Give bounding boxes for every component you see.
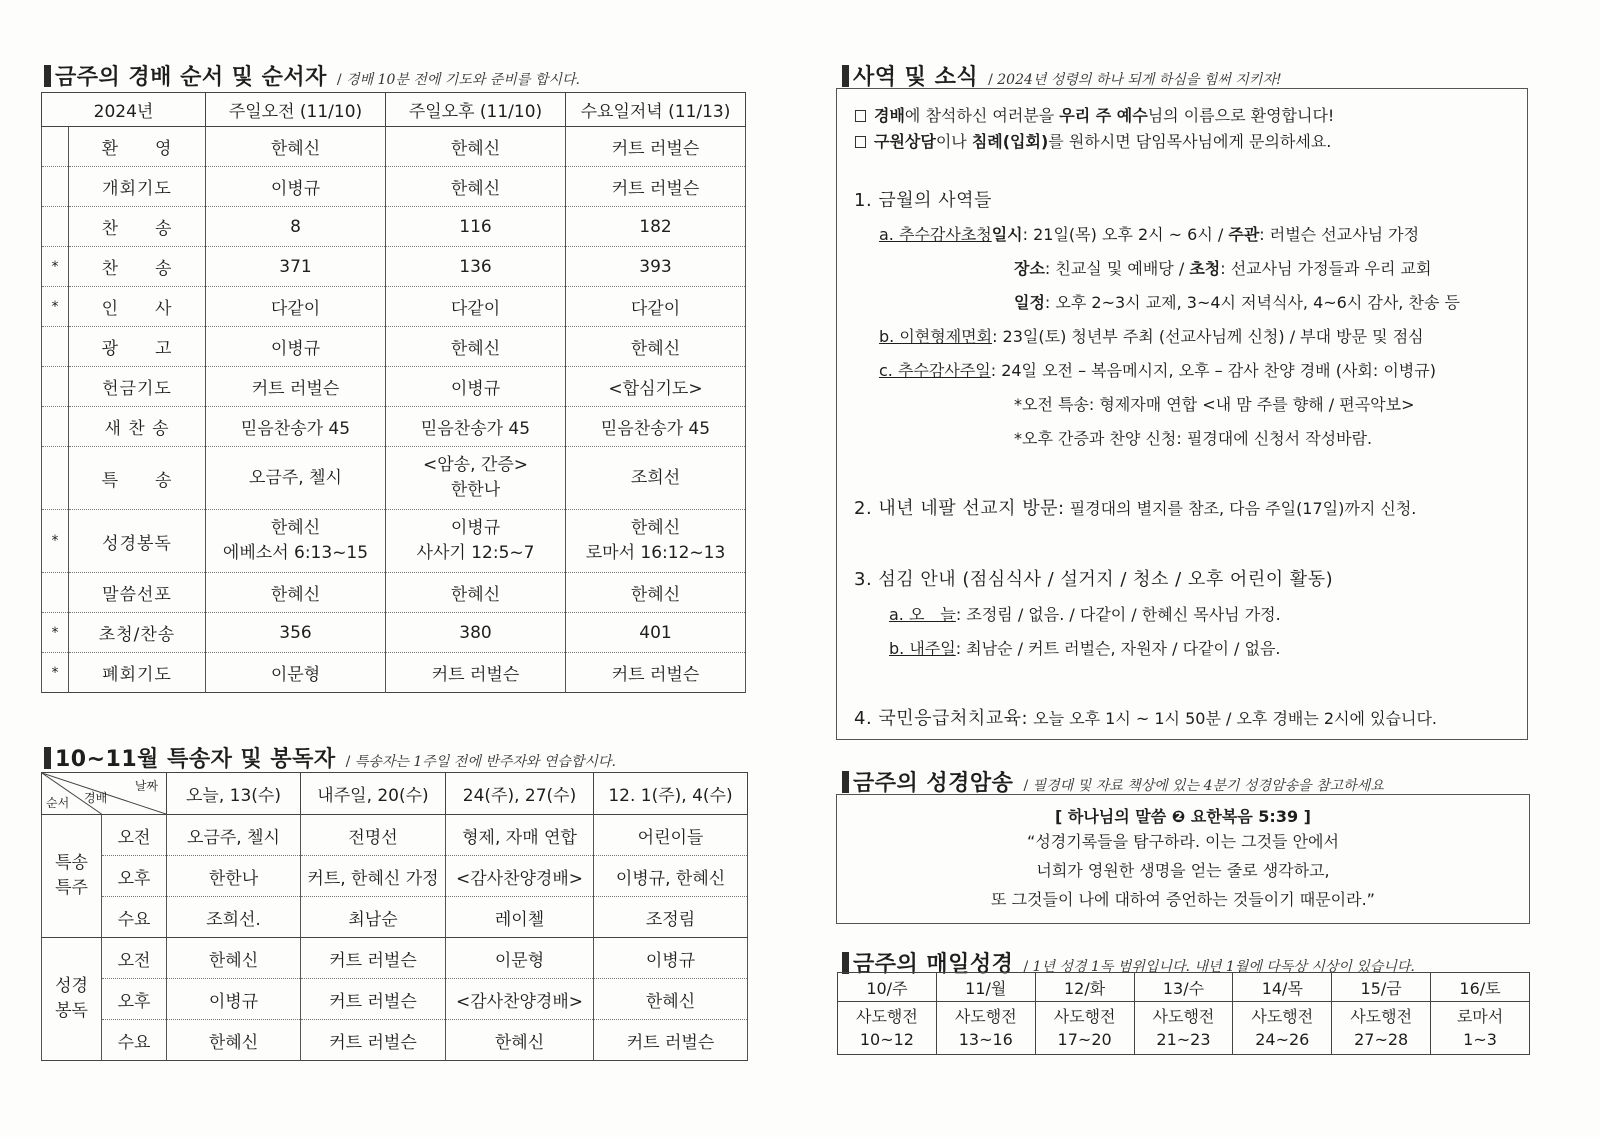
order-cell: 393	[566, 247, 746, 287]
table-header-row	[42, 773, 748, 815]
news-subtitle: / 2024년 성령의 하나 되게 하심을 힘써 지키자!	[988, 69, 1282, 89]
item1-a-line-2: 장소: 친교실 및 예배당 / 초청: 선교사님 가정들과 우리 교회	[1014, 259, 1432, 278]
order-cell: 커트 러벌슨	[566, 653, 746, 693]
order-cell: 401	[566, 613, 746, 653]
title-bar-icon	[44, 747, 51, 769]
memory-section-title	[842, 766, 1384, 797]
day-header: 16/토	[1431, 973, 1530, 1002]
stand-mark: *	[42, 613, 69, 653]
order-cell: 182	[566, 207, 746, 247]
table-row	[42, 127, 746, 167]
header-year: 2024년	[42, 93, 206, 127]
verse-line-1: “성경기록들을 탐구하라. 이는 그것들 안에서	[1027, 832, 1339, 851]
order-cell: 이병규	[206, 167, 386, 207]
table-row	[42, 938, 748, 979]
order-cell: 이병규 사사기 12:5~7	[386, 510, 566, 573]
reading-cell: 사도행전 17~20	[1035, 1002, 1134, 1055]
assignee-cell: 전명선	[301, 815, 446, 856]
order-cell: 136	[386, 247, 566, 287]
verse-line-2: 너희가 영원한 생명을 얻는 줄로 생각하고,	[1036, 861, 1330, 880]
special-song-table	[41, 772, 748, 1061]
order-item-label: 새 찬 송	[69, 407, 206, 447]
table-row	[42, 327, 746, 367]
order-cell: 한혜신 에베소서 6:13~15	[206, 510, 386, 573]
corner-worship-label: 경배	[84, 791, 108, 805]
table-row	[42, 573, 746, 613]
order-cell: 한혜신	[386, 573, 566, 613]
item3-heading: 3. 섬김 안내 (점심식사 / 설거지 / 청소 / 오후 어린이 활동)	[854, 569, 1334, 590]
item3-b-line: b. 내주일: 최남순 / 커트 러벌슨, 자원자 / 다같이 / 없음.	[889, 639, 1281, 658]
order-cell: 이문형	[206, 653, 386, 693]
service-time: 오후	[102, 979, 167, 1020]
order-cell: 380	[386, 613, 566, 653]
title-bar-icon	[842, 771, 849, 793]
order-cell: 371	[206, 247, 386, 287]
table-row	[42, 447, 746, 510]
assignee-cell: 이병규	[167, 979, 301, 1020]
order-cell: 커트 러벌슨	[386, 653, 566, 693]
table-row	[42, 510, 746, 573]
assignee-cell: 한혜신	[167, 1020, 301, 1061]
table-row	[42, 247, 746, 287]
news-box	[836, 88, 1528, 740]
item1-c-note-1: *오전 특송: 형제자매 연합 <내 맘 주를 향해 / 편곡악보>	[1014, 395, 1415, 414]
order-cell: 커트 러벌슨	[206, 367, 386, 407]
table-row	[42, 653, 746, 693]
stand-mark	[42, 327, 69, 367]
table-header-row	[42, 93, 746, 127]
assignee-cell: 커트, 한혜신 가정	[301, 856, 446, 897]
item1-a-line-3: 일정: 오후 2~3시 교제, 3~4시 저녁식사, 4~6시 감사, 찬송 등	[1014, 293, 1460, 312]
item1-heading: 1. 금월의 사역들	[854, 190, 992, 211]
assignee-cell: 한혜신	[446, 1020, 594, 1061]
day-header: 11/월	[936, 973, 1035, 1002]
order-item-label: 개회기도	[69, 167, 206, 207]
order-cell: 한혜신	[566, 327, 746, 367]
order-cell: 한혜신	[206, 573, 386, 613]
service-time: 수요	[102, 897, 167, 938]
day-header: 10/주	[838, 973, 937, 1002]
reading-cell: 사도행전 13~16	[936, 1002, 1035, 1055]
table-row	[42, 613, 746, 653]
order-cell: 오금주, 첼시	[206, 447, 386, 510]
order-cell: 이병규	[206, 327, 386, 367]
order-cell: 믿음찬송가 45	[566, 407, 746, 447]
order-item-label: 찬 송	[69, 247, 206, 287]
order-title: 금주의 경배 순서 및 순서자	[55, 65, 327, 90]
order-cell: 커트 러벌슨	[566, 127, 746, 167]
order-item-label: 헌금기도	[69, 367, 206, 407]
table-row	[42, 367, 746, 407]
stand-mark: *	[42, 247, 69, 287]
assignee-cell: 커트 러벌슨	[301, 1020, 446, 1061]
order-cell: <합심기도>	[566, 367, 746, 407]
reading-cell: 사도행전 27~28	[1332, 1002, 1431, 1055]
order-cell: 한혜신	[566, 573, 746, 613]
verse-reference: [ 하나님의 말씀 ❷ 요한복음 5:39 ]	[1055, 807, 1311, 826]
group-name: 특송 특주	[42, 815, 102, 938]
special-section-title	[44, 742, 616, 773]
welcome-line-1: 경배에 참석하신 여러분을 우리 주 예수님의 이름으로 환영합니다!	[855, 103, 1334, 126]
assignee-cell: 레이첼	[446, 897, 594, 938]
title-bar-icon	[842, 65, 849, 87]
stand-mark	[42, 127, 69, 167]
order-cell: 356	[206, 613, 386, 653]
table-row	[42, 856, 748, 897]
reading-cell: 사도행전 10~12	[838, 1002, 937, 1055]
stand-mark: *	[42, 510, 69, 573]
assignee-cell: 어린이들	[594, 815, 748, 856]
table-row	[42, 207, 746, 247]
item4-line: 4. 국민응급처치교육: 오늘 오후 1시 ~ 1시 50분 / 오후 경배는 2시에 있습니다.	[854, 708, 1438, 729]
table-row	[42, 1020, 748, 1061]
item1-c-note-2: *오후 간증과 찬양 신청: 필경대에 신청서 작성바람.	[1014, 429, 1373, 448]
table-row	[42, 407, 746, 447]
stand-mark	[42, 573, 69, 613]
order-item-label: 말씀선포	[69, 573, 206, 613]
item1-b-line: b. 이현형제면회: 23일(토) 청년부 주최 (선교사님께 신청) / 부대 방문 및 점심	[879, 327, 1424, 346]
order-cell: 믿음찬송가 45	[206, 407, 386, 447]
order-cell: 다같이	[566, 287, 746, 327]
daily-bible-table	[837, 972, 1530, 1055]
day-header: 15/금	[1332, 973, 1431, 1002]
assignee-cell: 조정림	[594, 897, 748, 938]
order-cell: 믿음찬송가 45	[386, 407, 566, 447]
stand-mark	[42, 447, 69, 510]
order-item-label: 폐회기도	[69, 653, 206, 693]
order-cell: 한혜신	[386, 167, 566, 207]
reading-cell: 사도행전 24~26	[1233, 1002, 1332, 1055]
assignee-cell: 형제, 자매 연합	[446, 815, 594, 856]
item1-c-line: c. 추수감사주일: 24일 오전 – 복음메시지, 오후 – 감사 찬양 경배 (사회: 이병규)	[879, 361, 1436, 380]
order-cell: 8	[206, 207, 386, 247]
assignee-cell: 이문형	[446, 938, 594, 979]
order-item-label: 특 송	[69, 447, 206, 510]
assignee-cell: 커트 러벌슨	[594, 1020, 748, 1061]
order-cell: 한혜신	[386, 127, 566, 167]
order-item-label: 인 사	[69, 287, 206, 327]
header-week-2: 내주일, 20(수)	[301, 773, 446, 815]
welcome-line-2: 구원상담이나 침례(입회)를 원하시면 담임목사님에게 문의하세요.	[855, 129, 1331, 152]
assignee-cell: 한혜신	[167, 938, 301, 979]
assignee-cell: <감사찬양경배>	[446, 979, 594, 1020]
table-row	[838, 1002, 1530, 1055]
stand-mark	[42, 207, 69, 247]
stand-mark	[42, 407, 69, 447]
order-cell: 이병규	[386, 367, 566, 407]
memory-title: 금주의 성경암송	[853, 771, 1014, 796]
order-cell: 커트 러벌슨	[566, 167, 746, 207]
diagonal-corner-cell	[42, 773, 167, 815]
memory-subtitle: / 필경대 및 자료 책상에 있는 4분기 성경암송을 참고하세요	[1023, 775, 1383, 795]
table-row	[42, 167, 746, 207]
order-cell: 한혜신	[386, 327, 566, 367]
order-subtitle: / 경배 10분 전에 기도와 준비를 합시다.	[337, 69, 580, 89]
assignee-cell: 오금주, 첼시	[167, 815, 301, 856]
reading-cell: 로마서 1~3	[1431, 1002, 1530, 1055]
order-item-label: 환 영	[69, 127, 206, 167]
order-item-label: 성경봉독	[69, 510, 206, 573]
day-header: 13/수	[1134, 973, 1233, 1002]
assignee-cell: 한한나	[167, 856, 301, 897]
title-bar-icon	[842, 952, 849, 974]
assignee-cell: 이병규	[594, 938, 748, 979]
table-row	[42, 815, 748, 856]
service-time: 수요	[102, 1020, 167, 1061]
item1-a-line-1: a. 추수감사초청일시: 21일(목) 오후 2시 ~ 6시 / 주관: 러벌슨 선교사님 가정	[879, 225, 1420, 244]
stand-mark	[42, 167, 69, 207]
title-bar-icon	[44, 65, 51, 87]
news-title: 사역 및 소식	[853, 65, 979, 90]
verse-line-3: 또 그것들이 나에 대하여 증언하는 것들이기 때문이라.”	[991, 890, 1375, 909]
order-cell: 조희선	[566, 447, 746, 510]
order-cell: 116	[386, 207, 566, 247]
table-row	[42, 979, 748, 1020]
daily-title: 금주의 매일성경	[853, 952, 1014, 977]
header-sun-pm: 주일오후 (11/10)	[386, 93, 566, 127]
item1-a-label: a. 추수감사초청	[879, 225, 992, 244]
header-week-3: 24(주), 27(수)	[446, 773, 594, 815]
order-item-label: 찬 송	[69, 207, 206, 247]
corner-date-label: 날짜	[134, 779, 158, 793]
assignee-cell: 커트 러벌슨	[301, 938, 446, 979]
service-time: 오후	[102, 856, 167, 897]
stand-mark: *	[42, 653, 69, 693]
table-row	[42, 287, 746, 327]
order-cell: 한혜신	[206, 127, 386, 167]
news-section-title	[842, 60, 1282, 91]
order-section-title	[44, 60, 580, 91]
item2-line: 2. 내년 네팔 선교지 방문: 필경대의 별지를 참조, 다음 주일(17일)까지 신청.	[854, 498, 1417, 519]
assignee-cell: 최남순	[301, 897, 446, 938]
assignee-cell: 조희선.	[167, 897, 301, 938]
stand-mark	[42, 367, 69, 407]
table-row	[42, 897, 748, 938]
special-subtitle: / 특송자는 1주일 전에 반주자와 연습합시다.	[346, 751, 616, 771]
service-time: 오전	[102, 938, 167, 979]
service-time: 오전	[102, 815, 167, 856]
special-title: 10~11월 특송자 및 봉독자	[55, 747, 336, 772]
day-header: 12/화	[1035, 973, 1134, 1002]
header-week-1: 오늘, 13(수)	[167, 773, 301, 815]
order-cell: 한혜신 로마서 16:12~13	[566, 510, 746, 573]
worship-order-table	[41, 92, 746, 693]
assignee-cell: <감사찬양경배>	[446, 856, 594, 897]
stand-mark: *	[42, 287, 69, 327]
group-name: 성경 봉독	[42, 938, 102, 1061]
item3-a-line: a. 오 늘: 조정림 / 없음. / 다같이 / 한혜신 목사님 가정.	[889, 605, 1281, 624]
order-item-label: 초청/찬송	[69, 613, 206, 653]
assignee-cell: 이병규, 한혜신	[594, 856, 748, 897]
order-cell: 다같이	[206, 287, 386, 327]
reading-cell: 사도행전 21~23	[1134, 1002, 1233, 1055]
order-cell: 다같이	[386, 287, 566, 327]
order-item-label: 광 고	[69, 327, 206, 367]
daily-subtitle: / 1년 성경 1독 범위입니다. 내년 1월에 다독상 시상이 있습니다.	[1023, 956, 1414, 976]
header-wed-pm: 수요일저녁 (11/13)	[566, 93, 746, 127]
day-header: 14/목	[1233, 973, 1332, 1002]
corner-order-label: 순서	[46, 796, 70, 810]
table-header-row	[838, 973, 1530, 1002]
header-sun-am: 주일오전 (11/10)	[206, 93, 386, 127]
assignee-cell: 커트 러벌슨	[301, 979, 446, 1020]
header-week-4: 12. 1(주), 4(수)	[594, 773, 748, 815]
checkbox-bullet-icon	[855, 136, 866, 148]
memory-verse-box	[836, 794, 1530, 924]
checkbox-bullet-icon	[855, 110, 866, 122]
order-cell: <암송, 간증> 한한나	[386, 447, 566, 510]
assignee-cell: 한혜신	[594, 979, 748, 1020]
